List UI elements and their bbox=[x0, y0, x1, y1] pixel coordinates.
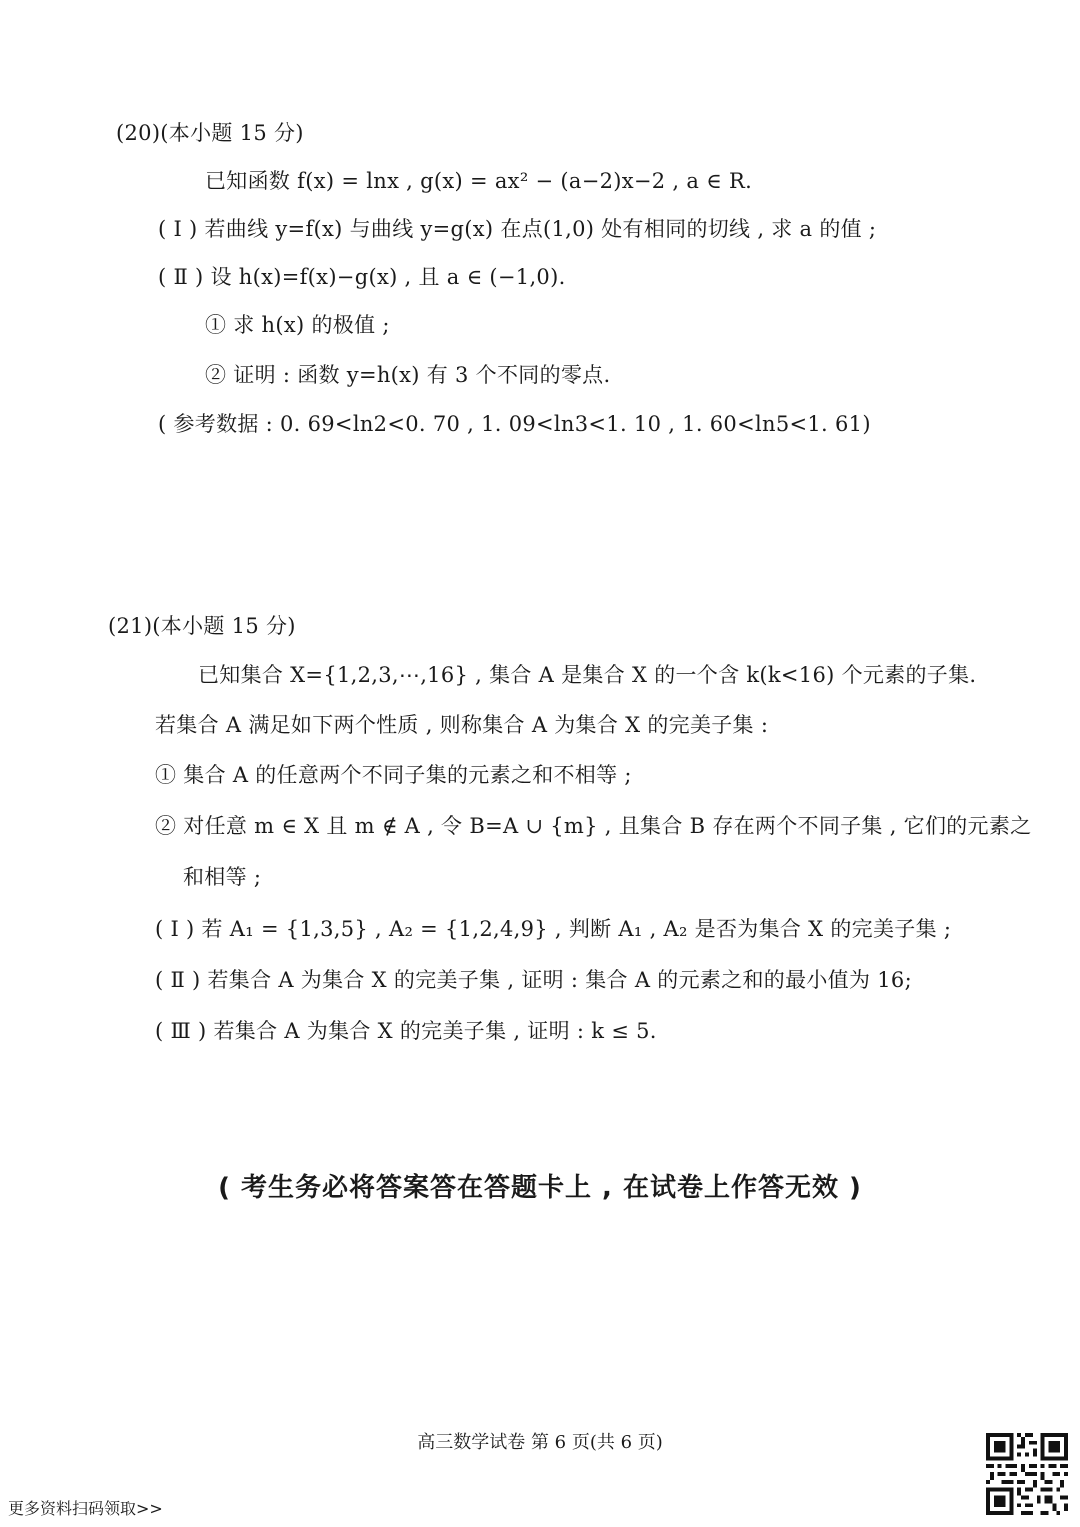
answer-notice: ( 考生务必将答案答在答题卡上 , 在试卷上作答无效 ) bbox=[218, 1173, 862, 1203]
q20-part1: ( Ⅰ ) 若曲线 y=f(x) 与曲线 y=g(x) 在点(1,0) 处有相同的切线 , 求 a 的值 ; bbox=[158, 217, 877, 241]
q20-reference-data: ( 参考数据 : 0. 69<ln2<0. 70 , 1. 09<ln3<1. 10 , 1. 60<ln5<1. 61) bbox=[158, 412, 871, 436]
q21-property2-cont: 和相等 ; bbox=[183, 865, 262, 889]
q21-property1: ① 集合 A 的任意两个不同子集的元素之和不相等 ; bbox=[155, 763, 632, 787]
q20-part2: ( Ⅱ ) 设 h(x)=f(x)−g(x) , 且 a ∈ (−1,0). bbox=[158, 265, 566, 289]
q20-given: 已知函数 f(x) = lnx , g(x) = ax² − (a−2)x−2 , a ∈ R. bbox=[205, 169, 753, 193]
q20-sub1: ① 求 h(x) 的极值 ; bbox=[205, 313, 390, 337]
q21-part2: ( Ⅱ ) 若集合 A 为集合 X 的完美子集 , 证明 : 集合 A 的元素之和的最小值为 16; bbox=[155, 968, 912, 992]
page-footer: 高三数学试卷 第 6 页(共 6 页) bbox=[417, 1432, 663, 1453]
q20-sub2: ② 证明 : 函数 y=h(x) 有 3 个不同的零点. bbox=[205, 363, 611, 387]
more-materials-link[interactable]: 更多资料扫码领取>> bbox=[8, 1499, 163, 1518]
q21-part3: ( Ⅲ ) 若集合 A 为集合 X 的完美子集 , 证明 : k ≤ 5. bbox=[155, 1019, 657, 1043]
q21-property2: ② 对任意 m ∈ X 且 m ∉ A , 令 B=A ∪ {m} , 且集合 B 存在两个不同子集 , 它们的元素之 bbox=[155, 814, 1032, 838]
q21-header: (21)(本小题 15 分) bbox=[108, 614, 296, 638]
q21-definition: 若集合 A 满足如下两个性质 , 则称集合 A 为集合 X 的完美子集 : bbox=[155, 713, 769, 737]
q21-given: 已知集合 X={1,2,3,⋯,16} , 集合 A 是集合 X 的一个含 k(k<16) 个元素的子集. bbox=[198, 663, 977, 687]
qr-code-icon bbox=[986, 1433, 1068, 1515]
q20-header: (20)(本小题 15 分) bbox=[116, 121, 304, 145]
q21-part1: ( Ⅰ ) 若 A₁ = {1,3,5} , A₂ = {1,2,4,9} , 判断 A₁ , A₂ 是否为集合 X 的完美子集 ; bbox=[155, 917, 952, 941]
